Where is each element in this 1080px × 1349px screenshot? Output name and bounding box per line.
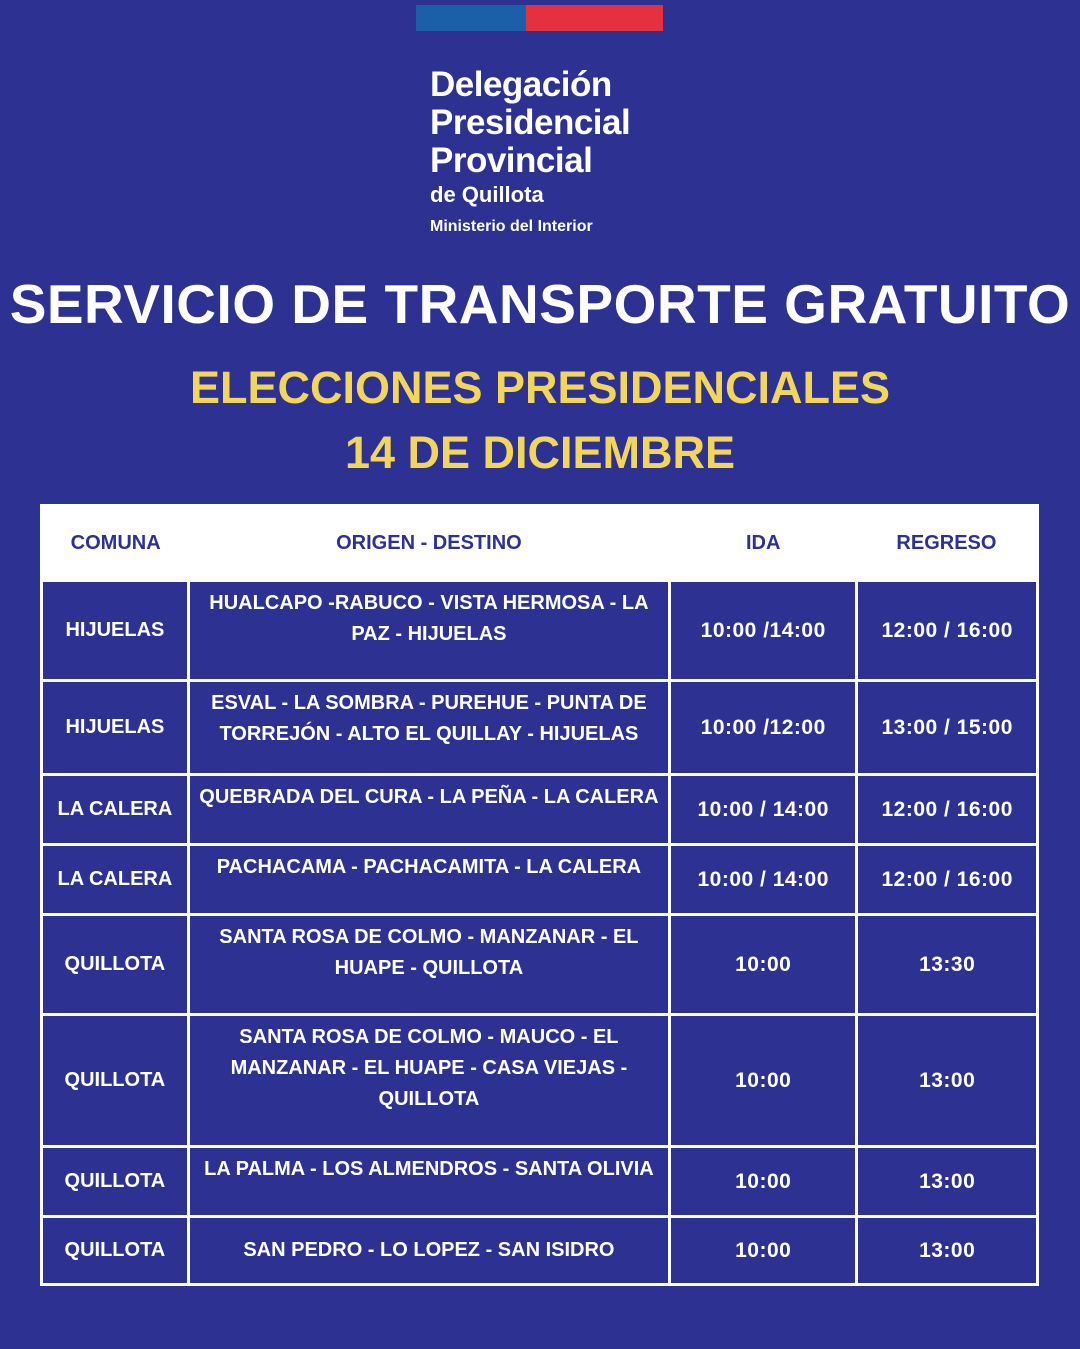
page-subtitle: ELECCIONES PRESIDENCIALES bbox=[189, 362, 891, 413]
table-row bbox=[42, 1217, 1038, 1285]
cell-ida: 10:00 / 14:00 bbox=[670, 775, 857, 845]
cell-comuna: QUILLOTA bbox=[42, 1217, 189, 1285]
logo-ministry: Ministerio del Interior bbox=[430, 218, 593, 235]
cell-route: ESVAL - LA SOMBRA - PUREHUE - PUNTA DE TORREJÓN - ALTO EL QUILLAY - HIJUELAS bbox=[188, 681, 669, 775]
cell-ida: 10:00 bbox=[670, 1015, 857, 1147]
cell-comuna: LA CALERA bbox=[42, 845, 189, 915]
column-header-regreso: REGRESO bbox=[857, 506, 1038, 581]
cell-route: LA PALMA - LOS ALMENDROS - SANTA OLIVIA bbox=[188, 1147, 669, 1217]
logo-line-2: Presidencial bbox=[430, 103, 631, 142]
cell-ida: 10:00 /12:00 bbox=[670, 681, 857, 775]
logo-line-1: Delegación bbox=[430, 65, 612, 104]
table-row bbox=[42, 845, 1038, 915]
cell-ida: 10:00 bbox=[670, 1147, 857, 1217]
cell-route: SANTA ROSA DE COLMO - MAUCO - EL MANZANAR - EL HUAPE - CASA VIEJAS - QUILLOTA bbox=[188, 1015, 669, 1147]
cell-route: PACHACAMA - PACHACAMITA - LA CALERA bbox=[188, 845, 669, 915]
flag-blue-segment bbox=[416, 5, 526, 31]
cell-comuna: HIJUELAS bbox=[42, 581, 189, 681]
page-title: SERVICIO DE TRANSPORTE GRATUITO bbox=[9, 273, 1071, 335]
column-header-comuna: COMUNA bbox=[42, 506, 189, 581]
cell-route: HUALCAPO -RABUCO - VISTA HERMOSA - LA PAZ - HIJUELAS bbox=[188, 581, 669, 681]
cell-regreso: 12:00 / 16:00 bbox=[857, 775, 1038, 845]
table-row bbox=[42, 1015, 1038, 1147]
cell-comuna: QUILLOTA bbox=[42, 1015, 189, 1147]
cell-regreso: 13:00 bbox=[857, 1217, 1038, 1285]
logo-line-3: Provincial bbox=[430, 141, 593, 180]
cell-route: QUEBRADA DEL CURA - LA PEÑA - LA CALERA bbox=[188, 775, 669, 845]
cell-regreso: 12:00 / 16:00 bbox=[857, 581, 1038, 681]
cell-comuna: QUILLOTA bbox=[42, 1147, 189, 1217]
table-row bbox=[42, 1147, 1038, 1217]
table-row bbox=[42, 915, 1038, 1015]
cell-regreso: 13:00 bbox=[857, 1147, 1038, 1217]
cell-ida: 10:00 bbox=[670, 915, 857, 1015]
event-date: 14 DE DICIEMBRE bbox=[344, 427, 736, 478]
table-row bbox=[42, 581, 1038, 681]
cell-comuna: HIJUELAS bbox=[42, 681, 189, 775]
cell-regreso: 13:30 bbox=[857, 915, 1038, 1015]
cell-regreso: 12:00 / 16:00 bbox=[857, 845, 1038, 915]
table-row bbox=[42, 681, 1038, 775]
chile-flag-stripe bbox=[416, 5, 663, 31]
cell-comuna: LA CALERA bbox=[42, 775, 189, 845]
table-row bbox=[42, 775, 1038, 845]
table-header-row bbox=[42, 506, 1038, 581]
delegacion-logo bbox=[430, 66, 630, 236]
cell-route: SANTA ROSA DE COLMO - MANZANAR - EL HUAPE - QUILLOTA bbox=[188, 915, 669, 1015]
cell-regreso: 13:00 / 15:00 bbox=[857, 681, 1038, 775]
column-header-ida: IDA bbox=[670, 506, 857, 581]
flag-red-segment bbox=[526, 5, 663, 31]
column-header-origen-destino: ORIGEN - DESTINO bbox=[188, 506, 669, 581]
cell-ida: 10:00 /14:00 bbox=[670, 581, 857, 681]
cell-ida: 10:00 / 14:00 bbox=[670, 845, 857, 915]
schedule-table bbox=[40, 504, 1039, 1286]
cell-comuna: QUILLOTA bbox=[42, 915, 189, 1015]
cell-ida: 10:00 bbox=[670, 1217, 857, 1285]
logo-line-4: de Quillota bbox=[430, 182, 544, 207]
cell-route: SAN PEDRO - LO LOPEZ - SAN ISIDRO bbox=[188, 1217, 669, 1285]
cell-regreso: 13:00 bbox=[857, 1015, 1038, 1147]
